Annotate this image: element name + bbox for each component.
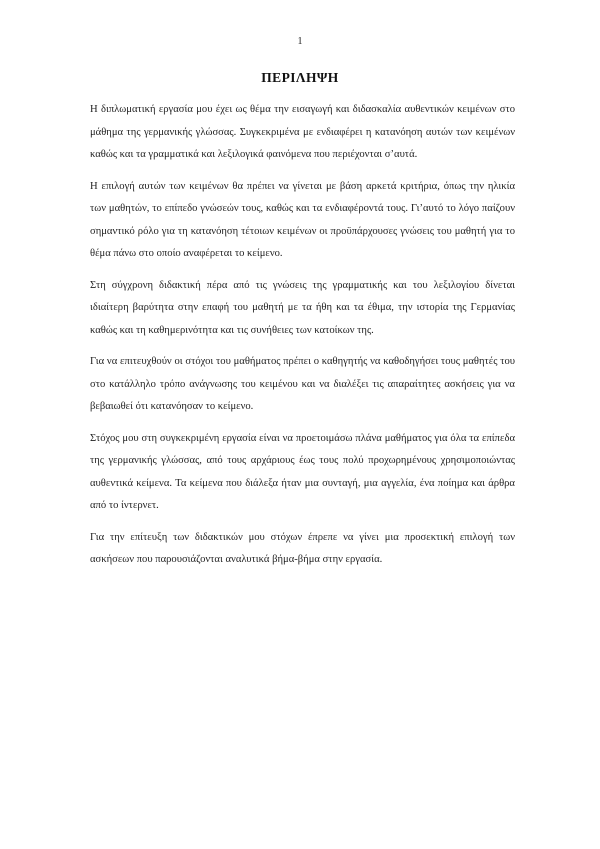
abstract-body [90, 99, 515, 581]
page-number: 1 [297, 36, 303, 47]
page-title: ΠΕΡΙΛΗΨΗ [261, 70, 339, 85]
paragraph-5: Στόχος μου στη συγκεκριμένη εργασία είναι να προετοιμάσω πλάνα μαθήματος για όλα τα επίπεδα της γερμανικής γλώσσας, από τους αρχάριους έως τους πολύ προχωρημένους χρησιμοποιώντας αυθεντικά κείμενα. Τα κείμενα που διάλεξα ήταν μια συνταγή, μια αγγελία, ένα ποίημα και άρθρα από το ίντερνετ. [90, 432, 515, 511]
paragraph-1: Η διπλωματική εργασία μου έχει ως θέμα την εισαγωγή και διδασκαλία αυθεντικών κειμένων στο μάθημα της γερμανικής γλώσσας. Συγκεκριμένα με ενδιαφέρει η κατανόηση αυτών των κειμένων καθώς και τα γραμματικά και λεξιλογικά φαινόμενα που περιέχονται σ’αυτά. [90, 104, 515, 160]
paragraph-2: Η επιλογή αυτών των κειμένων θα πρέπει να γίνεται με βάση αρκετά κριτήρια, όπως την ηλικία των μαθητών, το επίπεδο γνώσεών τους, καθώς και τα ενδιαφέροντά τους. Γι’αυτό το λόγο παίζουν σημαντικό ρόλο για τη κατανόηση τέτοιων κειμένων οι προϋπάρχουσες γνώσεις του μαθητή για το θέμα πάνω στο οποίο αναφέρεται το κείμενο. [90, 180, 515, 259]
paragraph-4: Για να επιτευχθούν οι στόχοι του μαθήματος πρέπει ο καθηγητής να καθοδηγήσει τους μαθητές του στο κατάλληλο τρόπο ανάγνωσης του κειμένου και να διαλέξει τις απαραίτητες ασκήσεις για να βεβαιωθεί ότι κατανόησαν το κείμενο. [90, 356, 515, 412]
paragraph-3: Στη σύγχρονη διδακτική πέρα από τις γνώσεις της γραμματικής και του λεξιλογίου δίνεται ιδιαίτερη βαρύτητα στην επαφή του μαθητή με τα ήθη και τα έθιμα, την ιστορία της Γερμανίας καθώς και τη καθημερινότητα και τις συνήθειες των κατοίκων της. [90, 279, 515, 336]
paragraph-6: Για την επίτευξη των διδακτικών μου στόχων έπρεπε να γίνει μια προσεκτική επιλογή των ασκήσεων που παρουσιάζονται αναλυτικά βήμα-βήμα στην εργασία. [90, 531, 515, 565]
